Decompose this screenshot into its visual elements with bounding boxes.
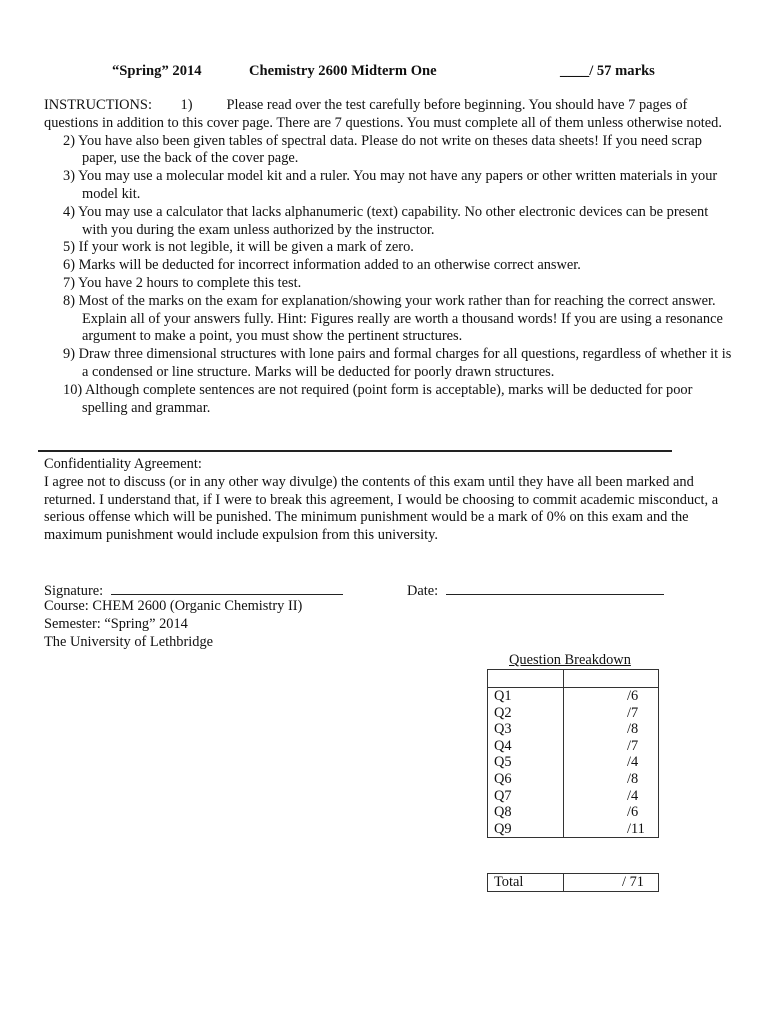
instruction-item: 8) Most of the marks on the exam for explanation/showing your work rather than for reaching the correct answer. Explain all of your answers fully. Hint: Figures really are worth a thousand words! If you are using a resonance argument to make a point, you must show the pertinent structures. [63, 292, 723, 345]
question-marks: /8 [627, 770, 639, 787]
instruction-1-text: Please read over the test carefully before beginning. You should have 7 pages of questions in addition to this cover page. There are 7 questions. You must complete all of them unless otherwise noted. [44, 97, 722, 131]
table-row [488, 754, 659, 771]
question-label: Q9 [488, 821, 564, 838]
signature-row [44, 580, 343, 600]
instruction-item: 10) Although complete sentences are not required (point form is acceptable), marks will be deducted for poor spelling and grammar. [63, 381, 693, 416]
question-label: Q8 [488, 804, 564, 821]
question-marks: /6 [627, 804, 639, 821]
instruction-item: 9) Draw three dimensional structures with lone pairs and formal charges for all questions, regardless of whether it is a condensed or line structure. Marks will be deducted for poorly drawn structures. [63, 346, 732, 380]
question-label: Q5 [488, 754, 564, 771]
table-row [488, 721, 659, 738]
question-marks: /6 [627, 688, 639, 704]
table-row [488, 738, 659, 755]
table-row [488, 771, 659, 788]
instructions-label: INSTRUCTIONS: [44, 97, 152, 113]
question-label: Q2 [488, 705, 564, 722]
table-row [488, 688, 659, 705]
section-divider [38, 450, 672, 452]
question-breakdown-table [487, 669, 659, 838]
confidentiality-agreement [44, 456, 724, 545]
exam-semester: “Spring” 2014 [112, 63, 202, 79]
question-marks: /4 [627, 754, 639, 771]
instruction-item: 3) You may use a molecular model kit and a ruler. You may not have any papers or other written materials in your model kit. [63, 168, 718, 202]
signature-line[interactable] [111, 580, 343, 595]
course-info [44, 598, 302, 651]
table-row [488, 821, 659, 838]
exam-title: Chemistry 2600 Midterm One [249, 63, 437, 79]
date-label: Date: [407, 583, 439, 599]
table-row [488, 788, 659, 805]
confidentiality-text: I agree not to discuss (or in any other way divulge) the contents of this exam until they have all been marked and returned. I understand that, if I were to break this agreement, I would be choosing to commit academic misconduct, a serious offense which will be punished. The minimum punishment would be a mark of 0% on this exam and the maximum punishment would include expulsion from this university. [44, 473, 719, 544]
question-label: Q4 [488, 738, 564, 755]
question-marks: /7 [627, 737, 639, 754]
signature-label: Signature: [44, 583, 104, 599]
course-name: Course: CHEM 2600 (Organic Chemistry II) [44, 598, 303, 614]
instruction-item: 2) You have also been given tables of spectral data. Please do not write on theses data sheets! If you need scrap paper, use the back of the cover page. [63, 132, 702, 167]
instruction-1 [44, 97, 734, 133]
table-header-row [488, 670, 659, 688]
table-row [488, 804, 659, 821]
instruction-item: 4) You may use a calculator that lacks alphanumeric (text) capability. No other electronic devices can be present with you during the exam unless authorized by the instructor. [63, 203, 709, 238]
instruction-item: 7) You have 2 hours to complete this test. [63, 274, 302, 291]
total-marks-value: / 71 [622, 874, 644, 890]
question-marks: /7 [627, 704, 639, 721]
total-row [488, 874, 659, 892]
instruction-item: 5) If your work is not legible, it will be given a mark of zero. [63, 239, 414, 256]
university-name: The University of Lethbridge [44, 633, 214, 650]
confidentiality-heading: Confidentiality Agreement: [44, 456, 202, 472]
question-label: Q1 [488, 688, 564, 705]
question-label: Q3 [488, 721, 564, 738]
total-marks-table [487, 873, 659, 892]
question-label: Q7 [488, 788, 564, 805]
question-marks: /11 [627, 820, 645, 837]
course-semester: Semester: “Spring” 2014 [44, 615, 188, 632]
total-label: Total [488, 874, 564, 892]
question-breakdown-title: Question Breakdown [509, 652, 631, 668]
date-line[interactable] [446, 580, 664, 595]
instructions-block [44, 97, 734, 417]
table-row [488, 705, 659, 722]
instruction-item: 6) Marks will be deducted for incorrect information added to an otherwise correct answer. [63, 257, 581, 274]
question-marks: /8 [627, 721, 639, 738]
instruction-1-number: 1) [180, 97, 193, 113]
date-row [407, 580, 664, 600]
question-marks: /4 [627, 787, 639, 804]
question-label: Q6 [488, 771, 564, 788]
exam-total-marks: ____/ 57 marks [560, 63, 655, 79]
